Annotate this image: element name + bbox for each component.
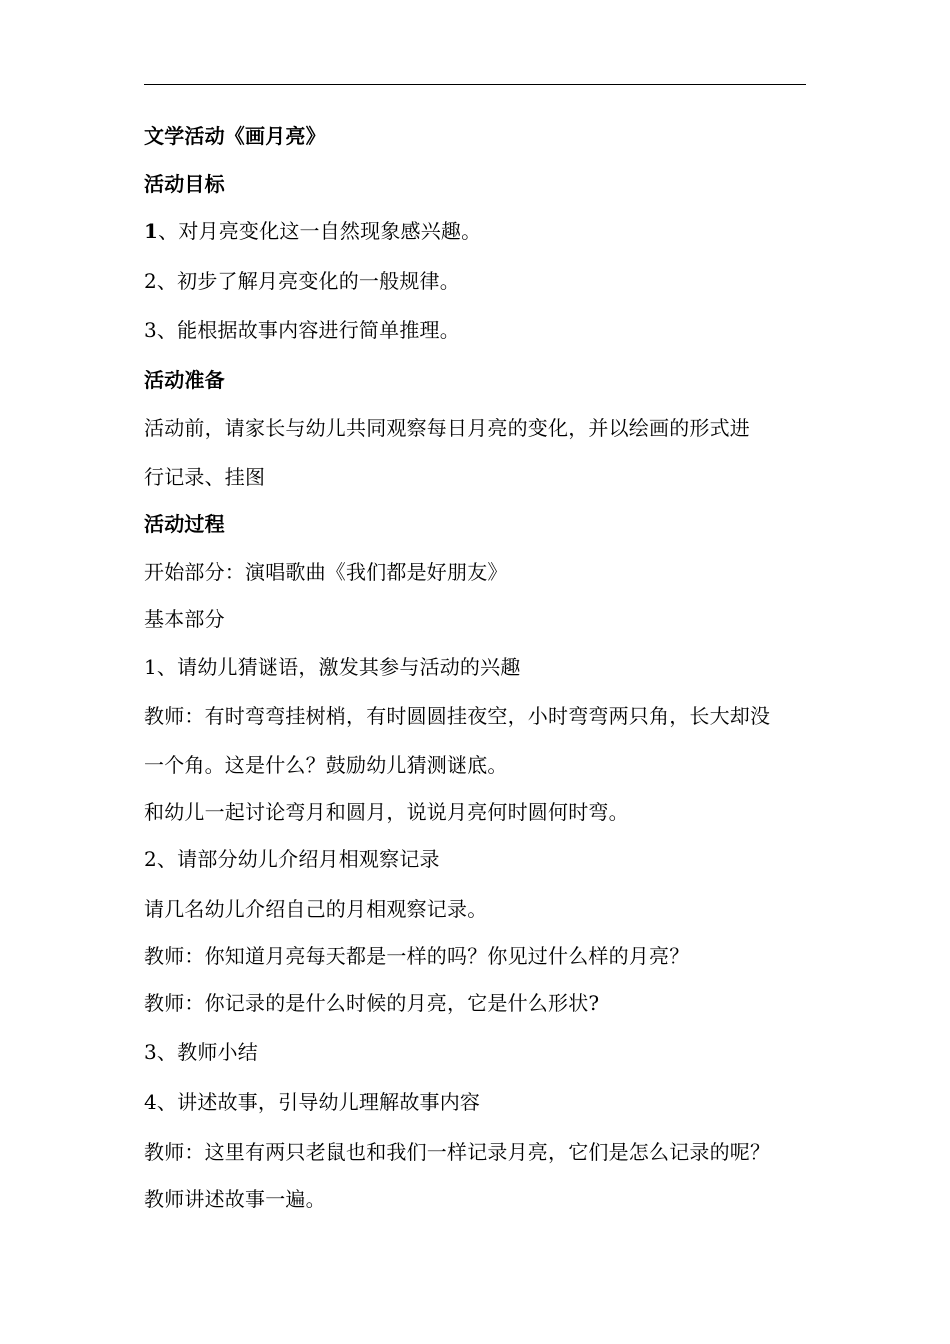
prep-paragraph-line-2: 行记录、挂图 — [144, 465, 266, 489]
start-part: 开始部分：演唱歌曲《我们都是好朋友》 — [144, 560, 508, 584]
step-4: 4、讲述故事，引导幼儿理解故事内容 — [144, 1090, 481, 1114]
story-tell: 教师讲述故事一遍。 — [144, 1187, 326, 1211]
step-2: 2、请部分幼儿介绍月相观察记录 — [144, 847, 440, 871]
riddle-line-1: 教师：有时弯弯挂树梢，有时圆圆挂夜空，小时弯弯两只角，长大却没 — [144, 704, 771, 728]
basic-part: 基本部分 — [144, 607, 225, 631]
document-title: 文学活动《画月亮》 — [144, 124, 326, 148]
header-rule — [144, 84, 806, 85]
goal-item-1-number: 1 — [144, 219, 159, 243]
discussion-line: 和幼儿一起讨论弯月和圆月，说说月亮何时圆何时弯。 — [144, 800, 629, 824]
story-intro: 教师：这里有两只老鼠也和我们一样记录月亮，它们是怎么记录的呢？ — [144, 1140, 771, 1164]
process-heading: 活动过程 — [144, 512, 225, 536]
goal-item-3: 3、能根据故事内容进行简单推理。 — [144, 318, 460, 342]
teacher-question-2: 教师：你记录的是什么时候的月亮，它是什么形状? — [144, 991, 600, 1015]
prep-paragraph-line-1: 活动前，请家长与幼儿共同观察每日月亮的变化，并以绘画的形式进 — [144, 416, 750, 440]
teacher-question-1: 教师：你知道月亮每天都是一样的吗？你见过什么样的月亮？ — [144, 944, 690, 968]
step-3: 3、教师小结 — [144, 1040, 258, 1064]
riddle-line-2: 一个角。这是什么？鼓励幼儿猜测谜底。 — [144, 753, 508, 777]
step-1: 1、请幼儿猜谜语，激发其参与活动的兴趣 — [144, 655, 521, 679]
goal-item-2: 2、初步了解月亮变化的一般规律。 — [144, 269, 460, 293]
goal-item-1 — [144, 217, 481, 245]
goals-heading: 活动目标 — [144, 172, 225, 196]
prep-heading: 活动准备 — [144, 368, 225, 392]
goal-item-1-text: 、对月亮变化这一自然现象感兴趣。 — [158, 219, 482, 243]
step-2-detail: 请几名幼儿介绍自己的月相观察记录。 — [144, 897, 488, 921]
